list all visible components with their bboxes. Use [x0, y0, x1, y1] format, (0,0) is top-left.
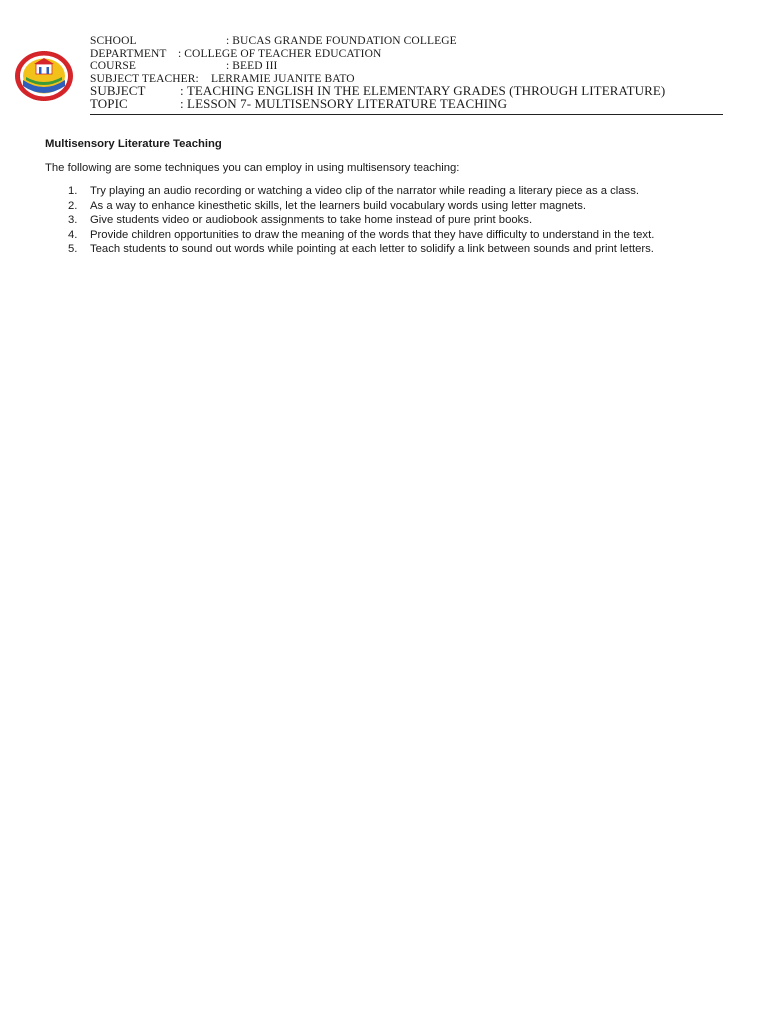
list-item: [45, 184, 725, 199]
header-value: : BEED III: [226, 60, 278, 73]
list-item-text: As a way to enhance kinesthetic skills, let the learners build vocabulary words using letter magnets.: [90, 199, 587, 212]
header-label: DEPARTMENT: [90, 47, 167, 60]
list-item-number: 5.: [68, 243, 78, 256]
header-label: TOPIC: [90, 95, 128, 111]
header-value: : COLLEGE OF TEACHER EDUCATION: [178, 47, 382, 60]
header-label: SUBJECT: [90, 83, 146, 99]
techniques-list: [45, 184, 725, 257]
list-item-text: Provide children opportunities to draw the meaning of the words that they have difficulty to understand in the text.: [90, 228, 655, 241]
list-item: [45, 199, 725, 214]
list-item-number: 1.: [68, 185, 78, 197]
list-item-number: 4.: [68, 228, 78, 241]
list-item-number: 3.: [68, 214, 78, 227]
list-item-number: 2.: [68, 199, 78, 212]
section-title: Multisensory Literature Teaching: [45, 138, 222, 150]
list-item: [45, 213, 725, 228]
intro-paragraph: The following are some techniques you can employ in using multisensory teaching:: [45, 162, 460, 174]
header-value: : TEACHING ENGLISH IN THE ELEMENTARY GRADES (THROUGH LITERATURE): [180, 83, 666, 99]
list-item: [45, 242, 725, 257]
header-divider: [90, 114, 723, 115]
list-item: [45, 228, 725, 243]
list-item-text: Try playing an audio recording or watching a video clip of the narrator while reading a literary piece as a class.: [90, 185, 640, 197]
list-item-text: Teach students to sound out words while pointing at each letter to solidify a link between sounds and print letters.: [90, 243, 654, 256]
header-label: SCHOOL: [90, 35, 137, 47]
list-item-text: Give students video or audiobook assignments to take home instead of pure print books.: [90, 214, 533, 227]
header-value: LERRAMIE JUANITE BATO: [211, 72, 355, 85]
header-label: COURSE: [90, 60, 136, 73]
header-label: SUBJECT TEACHER:: [90, 72, 199, 85]
document-header: [0, 0, 768, 120]
college-seal-logo: [14, 50, 74, 102]
header-value: : BUCAS GRANDE FOUNDATION COLLEGE: [226, 35, 457, 47]
document-body: [45, 137, 725, 257]
header-value: : LESSON 7- MULTISENSORY LITERATURE TEACHING: [180, 95, 508, 111]
